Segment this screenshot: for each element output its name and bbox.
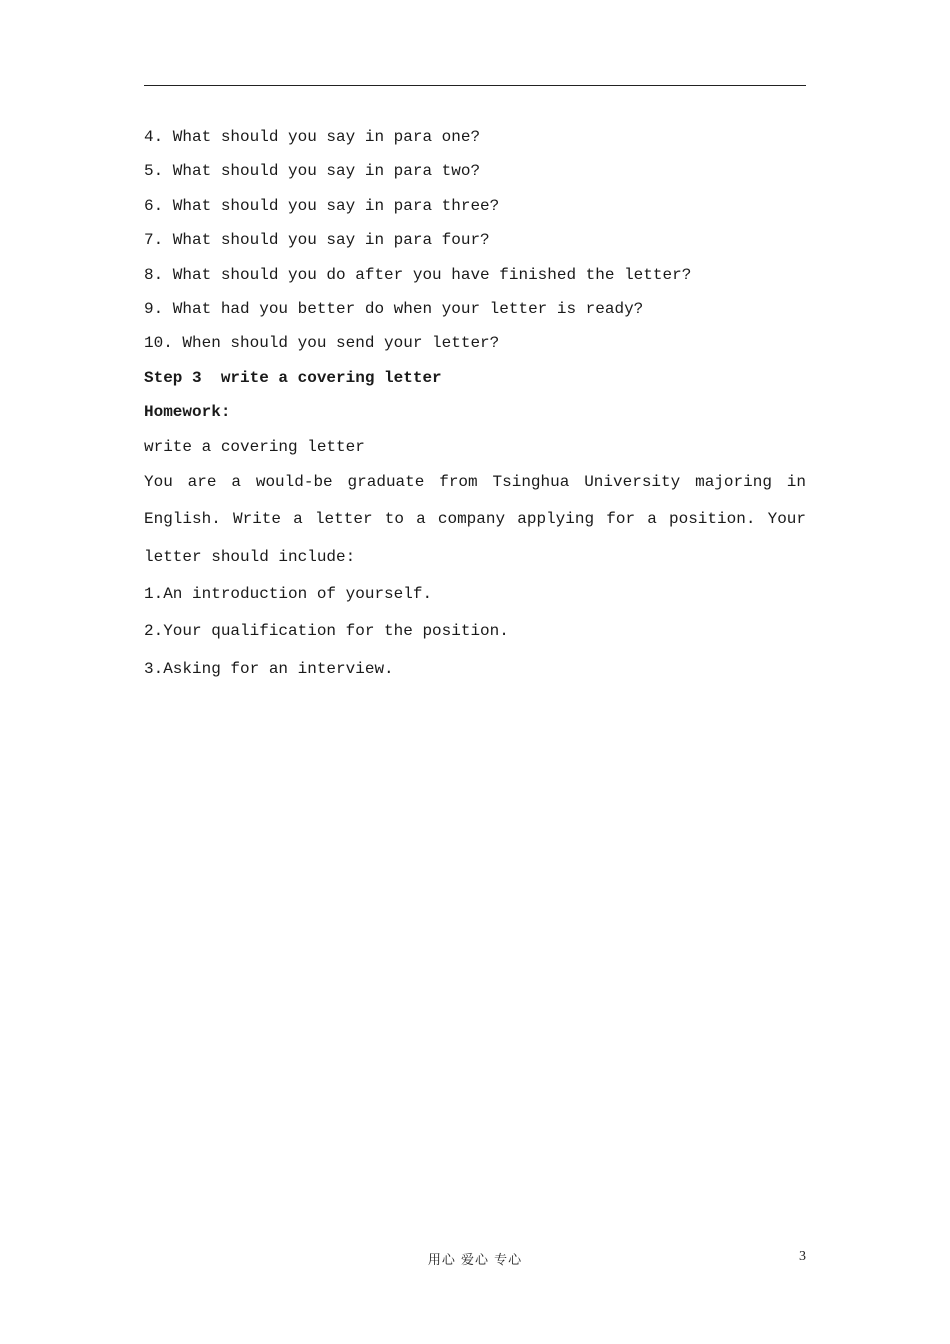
prompt-line-3: letter should include: <box>144 547 356 566</box>
homework-heading: Homework: <box>144 403 231 422</box>
question-6: 6. What should you say in para three? <box>144 196 500 215</box>
requirement-1: 1.An introduction of yourself. <box>144 584 433 603</box>
prompt-line-2: English. Write a letter to a company applying for a position. Your <box>144 510 806 529</box>
requirement-2: 2.Your qualification for the position. <box>144 622 509 641</box>
question-9: 9. What had you better do when your letter is ready? <box>144 299 644 318</box>
question-7: 7. What should you say in para four? <box>144 231 490 250</box>
question-4: 4. What should you say in para one? <box>144 128 481 146</box>
header-rule <box>144 85 806 86</box>
page-number: 3 <box>799 1249 806 1264</box>
question-8: 8. What should you do after you have finished the letter? <box>144 265 692 284</box>
document-body <box>144 120 806 688</box>
prompt-line-1: You are a would-be graduate from Tsinghua University majoring in <box>144 472 806 491</box>
question-10: 10. When should you send your letter? <box>144 334 500 353</box>
footer-slogan: 用心 爱心 专心 <box>427 1253 523 1268</box>
requirement-3: 3.Asking for an interview. <box>144 659 394 678</box>
step3-heading: Step 3 write a covering letter <box>144 368 442 387</box>
question-5: 5. What should you say in para two? <box>144 162 481 181</box>
homework-task: write a covering letter <box>144 437 365 456</box>
